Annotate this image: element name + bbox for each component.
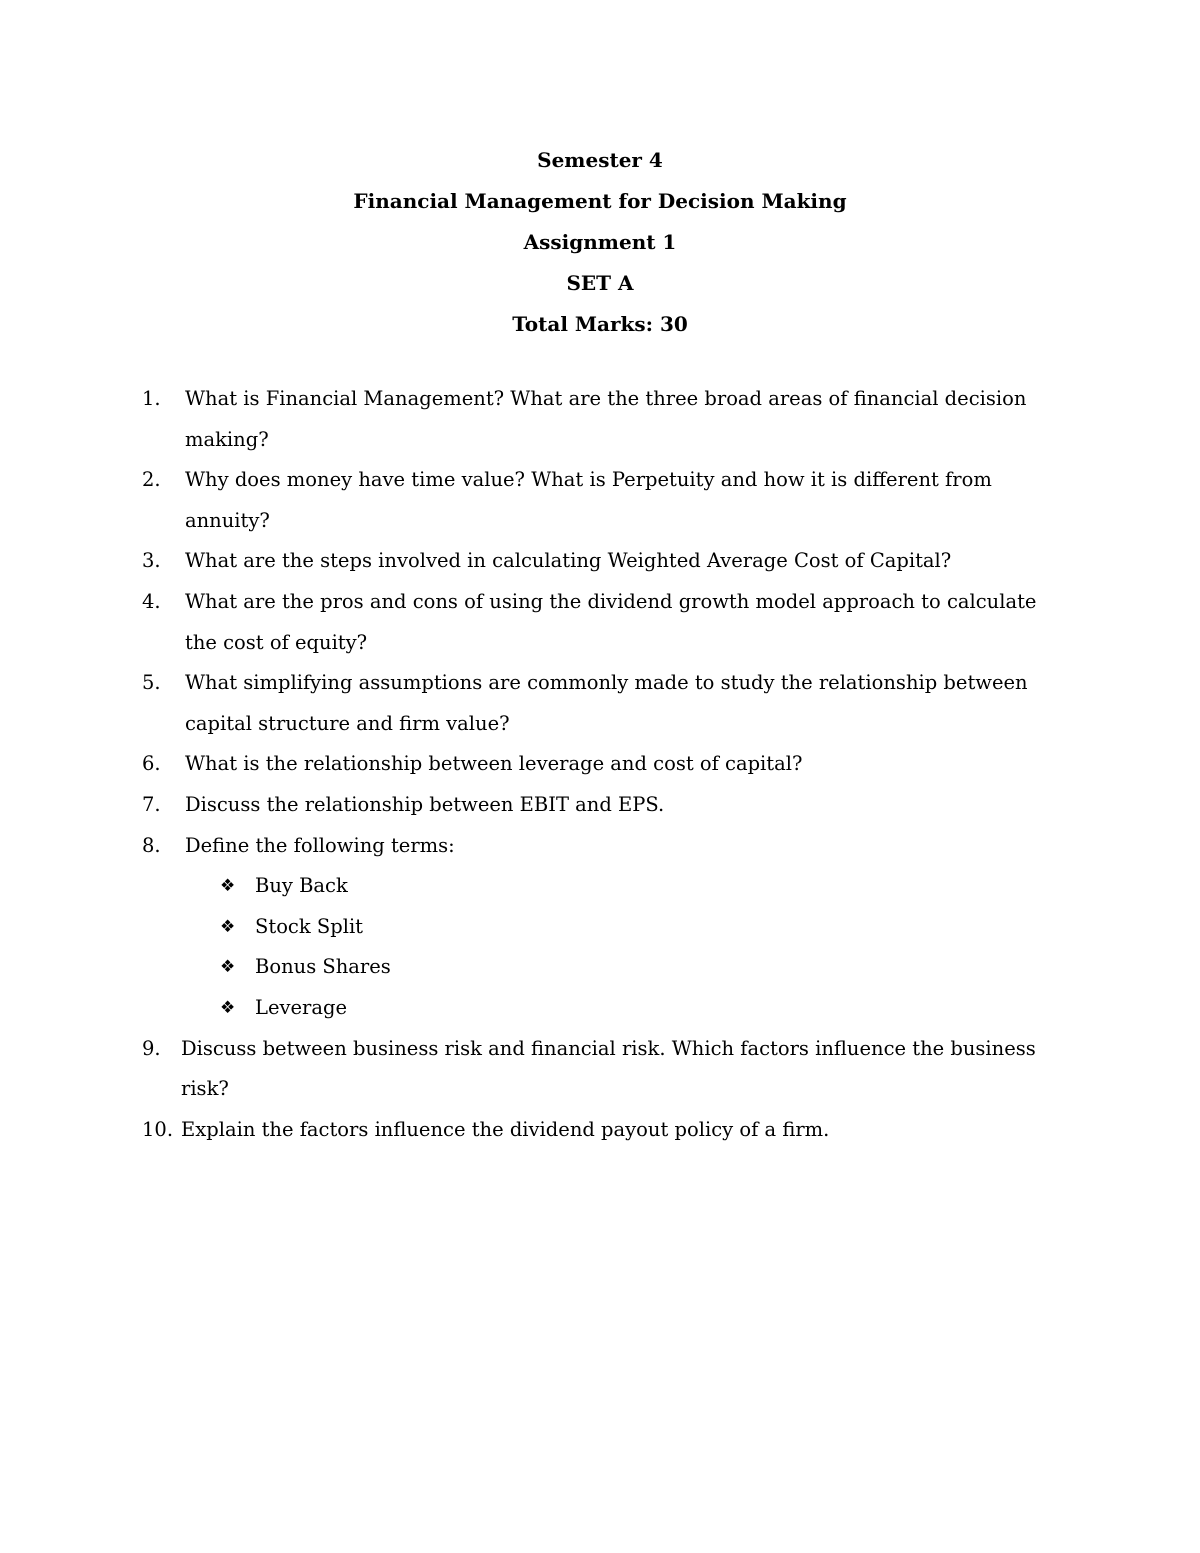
question-number: 7. (142, 792, 161, 816)
question-item (0, 379, 1200, 460)
question-item (0, 1029, 1200, 1110)
question-text: What are the pros and cons of using the dividend growth model approach to calculate the cost of equity? (185, 589, 1037, 654)
semester-heading: Semester 4 (537, 148, 663, 172)
question-item (0, 582, 1200, 663)
question-item (0, 1110, 1200, 1151)
question-text: Discuss between business risk and financial risk. Which factors influence the business risk? (181, 1036, 1036, 1101)
question-text: What is Financial Management? What are the three broad areas of financial decision making? (185, 387, 1027, 451)
diamond-bullet-icon: ❖ (220, 876, 236, 897)
course-title: Financial Management for Decision Making (353, 189, 847, 213)
diamond-bullet-icon: ❖ (220, 997, 236, 1018)
term-text: Bonus Shares (255, 955, 391, 979)
total-marks: Total Marks: 30 (512, 312, 688, 336)
question-number: 8. (142, 833, 161, 857)
question-number: 2. (142, 468, 161, 492)
question-item (0, 663, 1200, 744)
set-label: SET A (566, 271, 634, 295)
term-text: Stock Split (255, 914, 364, 938)
diamond-bullet-icon: ❖ (220, 916, 236, 937)
question-text: What simplifying assumptions are commonly made to study the relationship between capital structure and firm value? (185, 671, 1028, 735)
diamond-bullet-icon: ❖ (220, 957, 236, 978)
question-item (0, 541, 1200, 582)
question-number: 5. (142, 671, 161, 695)
question-number: 4. (142, 589, 161, 613)
question-number: 6. (142, 752, 161, 776)
question-text: What are the steps involved in calculating Weighted Average Cost of Capital? (185, 549, 952, 573)
term-item (0, 866, 1200, 907)
assignment-title: Assignment 1 (523, 230, 677, 254)
question-list (0, 379, 1200, 1150)
question-text: What is the relationship between leverage and cost of capital? (185, 752, 803, 776)
question-text: Define the following terms: (185, 833, 455, 857)
question-item (0, 785, 1200, 826)
question-text: Discuss the relationship between EBIT and EPS. (185, 792, 665, 816)
question-number: 10. (142, 1117, 174, 1141)
question-item (0, 826, 1200, 1029)
question-number: 1. (142, 387, 161, 410)
term-text: Leverage (255, 995, 348, 1019)
term-item (0, 947, 1200, 988)
term-item (0, 988, 1200, 1029)
question-number: 9. (142, 1036, 161, 1060)
term-item (0, 907, 1200, 948)
question-item (0, 460, 1200, 541)
question-text: Explain the factors influence the dividend payout policy of a firm. (181, 1117, 830, 1141)
question-text: Why does money have time value? What is Perpetuity and how it is different from annuity? (185, 468, 992, 532)
question-item (0, 744, 1200, 785)
document-header (0, 140, 1200, 345)
term-text: Buy Back (255, 874, 348, 898)
question-number: 3. (142, 549, 161, 573)
terms-list (0, 866, 1200, 1028)
